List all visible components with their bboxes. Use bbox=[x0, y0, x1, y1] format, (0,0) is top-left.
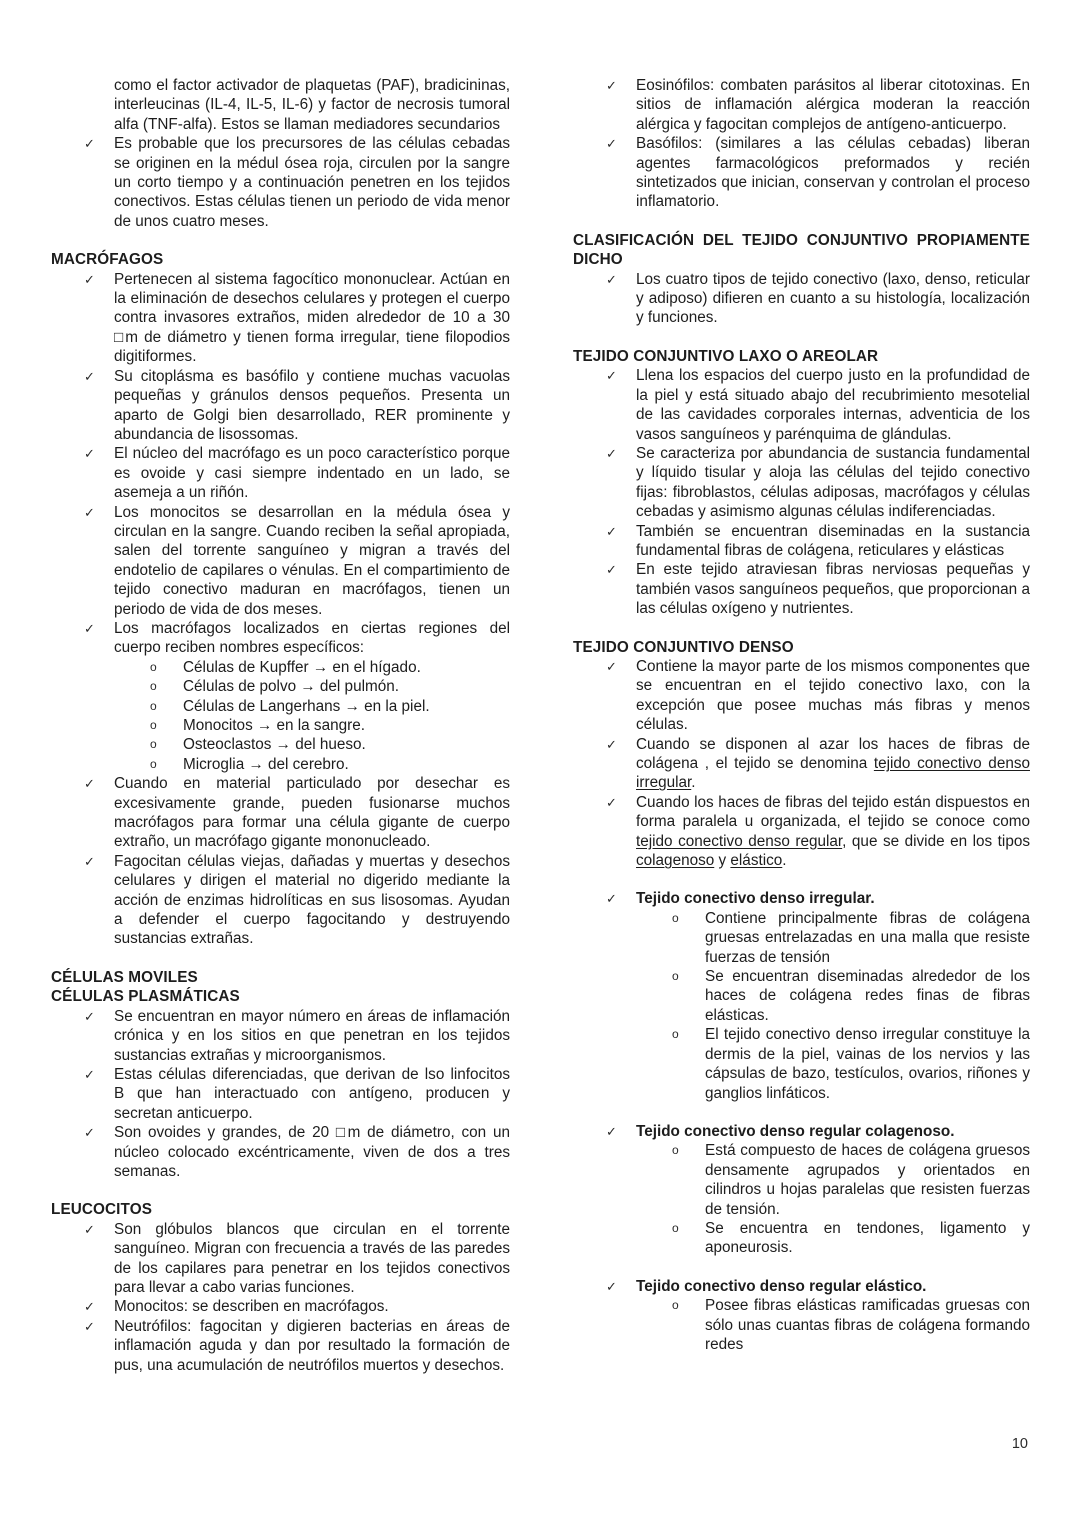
checkmark-icon: ✓ bbox=[84, 136, 95, 152]
page-columns bbox=[51, 76, 1030, 1375]
underlined-term: colagenoso bbox=[636, 852, 715, 870]
bullet-text: Es probable que los precursores de las células cebadas se originen en la médul ósea roja, circulen por la sangre un corto tiempo y a continuación penetren en los tejidos conectivos. Estas células tienen un periodo de vida menor de unos cuatro meses. bbox=[114, 135, 510, 230]
checkmark-icon: ✓ bbox=[84, 1221, 95, 1237]
sub-bullet-item bbox=[51, 697, 510, 716]
circle-bullet-icon: o bbox=[672, 910, 679, 925]
bullet-text: Son glóbulos blancos que circulan en el torrente sanguíneo. Migran con frecuencia a través de las paredes de los capilares para penetrar en los tejidos conectivos para llevar a cabo varias funciones. bbox=[114, 1220, 510, 1296]
bullet-text: Pertenecen al sistema fagocítico mononuclear. Actúan en la eliminación de desechos celulares y protegen el cuerpo contra invasores extraños, miden alrededor de 10 a 30 □m de diámetro y tienen forma irregular, tiene filopodios digitiformes. bbox=[114, 270, 510, 366]
bullet-text: También se encuentran diseminadas en la sustancia fundamental fibras de colágena, reticulares y elásticas bbox=[636, 522, 1030, 559]
bullet-item bbox=[51, 503, 510, 619]
sub-bullet-item bbox=[51, 735, 510, 754]
bullet-item bbox=[573, 76, 1030, 134]
text-segment: Cuando los haces de fibras del tejido están dispuestos en forma paralela u organizada, el tejido se conoce como bbox=[636, 793, 1030, 831]
sub-bullet-item bbox=[51, 716, 510, 735]
checkmark-icon: ✓ bbox=[606, 562, 617, 578]
checkmark-icon: ✓ bbox=[606, 1123, 617, 1139]
checkmark-icon: ✓ bbox=[84, 1318, 95, 1334]
bullet-text: Los macrófagos localizados en ciertas regiones del cuerpo reciben nombres específicos: bbox=[114, 619, 510, 657]
bullet-text: Neutrófilos: fagocitan y digieren bacterias en áreas de inflamación aguda y dan por resultado la formación de pus, una acumulación de neutrófilos muertos y desechos. bbox=[114, 1317, 510, 1374]
circle-bullet-icon: o bbox=[150, 679, 157, 694]
checkmark-icon: ✓ bbox=[84, 1299, 95, 1315]
checkmark-icon: ✓ bbox=[606, 368, 617, 384]
sub-bullet-item bbox=[573, 1141, 1030, 1219]
sub-bullet-text: Contiene principalmente fibras de colágena gruesas entrelazadas en una malla que resiste fuerzas de tensión bbox=[705, 909, 1030, 966]
section-gap bbox=[573, 1103, 1030, 1122]
sub-bullet-item bbox=[51, 755, 510, 774]
bullet-text: Los monocitos se desarrollan en la médula ósea y circulan en la sangre. Cuando reciben la señal apropiada, salen del torrente sanguíneo y migran a través del endotelio de capilares o vénulas. En el compartimiento de tejido conectivo maduran en macrófagos, tienen un periodo de vida de dos meses. bbox=[114, 503, 510, 618]
section-heading: MACRÓFAGOS bbox=[51, 251, 164, 269]
text-segment: y bbox=[714, 852, 731, 870]
circle-bullet-icon: o bbox=[150, 698, 157, 713]
bullet-item bbox=[51, 1065, 510, 1123]
sub-bullet-text: El tejido conectivo denso irregular constituye la dermis de la piel, vainas de los nervios y las cápsulas de bazo, testículos, ovarios, riñones y ganglios linfáticos. bbox=[705, 1026, 1030, 1102]
circle-bullet-icon: o bbox=[672, 969, 679, 984]
sub-bullet-item bbox=[573, 1219, 1030, 1258]
checkmark-icon: ✓ bbox=[84, 504, 95, 520]
circle-bullet-icon: o bbox=[150, 756, 157, 771]
checkmark-icon: ✓ bbox=[84, 1008, 95, 1024]
checkmark-icon: ✓ bbox=[606, 445, 617, 461]
underlined-term: elástico bbox=[730, 852, 783, 870]
checkmark-icon: ✓ bbox=[606, 891, 617, 907]
circle-bullet-icon: o bbox=[672, 1220, 679, 1235]
section-gap bbox=[573, 619, 1030, 638]
right-column bbox=[573, 76, 1030, 1375]
bullet-text: Monocitos: se describen en macrófagos. bbox=[114, 1298, 389, 1316]
bullet-text: Cuando en material particulado por desechar es excesivamente grande, pueden fusionarse muchos macrófagos para formar una célula gigante de cuerpo extraño, un macrófago gigante mononucleado. bbox=[114, 775, 510, 851]
circle-bullet-icon: o bbox=[672, 1298, 679, 1313]
checkmark-icon: ✓ bbox=[606, 523, 617, 539]
bullet-text: Son ovoides y grandes, de 20 □m de diámetro, con un núcleo colocado excéntricamente, viven de dos a tres semanas. bbox=[114, 1124, 510, 1180]
bullet-text: Tejido conectivo denso irregular. bbox=[636, 890, 875, 908]
bullet-item bbox=[51, 444, 510, 502]
bullet-text: El núcleo del macrófago es un poco característico porque es ovoide y casi siempre indentado en un lado, se asemeja a un riñón. bbox=[114, 445, 510, 502]
bullet-text: Basófilos: (similares a las células cebadas) liberan agentes farmacológicos preformados y recién sintetizados que inician, conservan y controlan el proceso inflamatorio. bbox=[636, 135, 1030, 211]
checkmark-icon: ✓ bbox=[606, 794, 617, 810]
bullet-text: Contiene la mayor parte de los mismos componentes que se encuentran en el tejido conectivo laxo, con la excepción que posee muchas más fibras y menos células. bbox=[636, 657, 1030, 734]
sub-bullet-item bbox=[573, 1025, 1030, 1103]
bullet-text: Tejido conectivo denso regular elástico. bbox=[636, 1277, 927, 1295]
section-heading: CÉLULAS PLASMÁTICAS bbox=[51, 988, 240, 1006]
text-segment: , que se divide en los tipos bbox=[842, 832, 1030, 850]
sub-bullet-item bbox=[51, 677, 510, 696]
text-segment: Cuando se disponen al azar los haces de fibras de colágena , el tejido se denomina bbox=[636, 735, 1030, 772]
sub-bullet-text: Monocitos → en la sangre. bbox=[183, 717, 365, 734]
sub-bullet-text: Posee fibras elásticas ramificadas gruesas con sólo unas cuantas fibras de colágena formando redes bbox=[705, 1297, 1030, 1353]
bullet-text bbox=[636, 793, 1030, 871]
circle-bullet-icon: o bbox=[150, 659, 157, 674]
bullet-text: Los cuatro tipos de tejido conectivo (laxo, denso, reticular y adiposo) difieren en cuanto a su histología, localización y funciones. bbox=[636, 270, 1030, 327]
bullet-item bbox=[573, 657, 1030, 735]
checkmark-icon: ✓ bbox=[606, 78, 617, 93]
bullet-item bbox=[51, 619, 510, 658]
bullet-text: Se caracteriza por abundancia de sustancia fundamental y líquido tisular y aloja las células del tejido conectivo fijas: fibroblastos, células adiposas, macrófagos y células cebadas y asimismo algunas células indiferenciadas. bbox=[636, 444, 1030, 521]
circle-bullet-icon: o bbox=[150, 737, 157, 752]
bullet-item bbox=[51, 1317, 510, 1375]
circle-bullet-icon: o bbox=[150, 718, 157, 732]
section-gap bbox=[573, 212, 1030, 231]
section-heading: CLASIFICACIÓN DEL TEJIDO CONJUNTIVO PROPIAMENTE DICHO bbox=[573, 231, 1030, 269]
sub-bullet-item bbox=[573, 1296, 1030, 1354]
bullet-item bbox=[573, 366, 1030, 444]
section-heading: TEJIDO CONJUNTIVO LAXO O AREOLAR bbox=[573, 347, 879, 365]
sub-bullet-item bbox=[573, 967, 1030, 1025]
bullet-item bbox=[51, 1123, 510, 1181]
sub-bullet-text: Microglia → del cerebro. bbox=[183, 755, 349, 773]
section-heading: LEUCOCITOS bbox=[51, 1201, 153, 1219]
section-gap bbox=[51, 949, 510, 968]
checkmark-icon: ✓ bbox=[606, 658, 617, 674]
checkmark-icon: ✓ bbox=[84, 853, 95, 869]
bullet-text: Fagocitan células viejas, dañadas y muertas y desechos celulares y dirigen el material no digerido mediante la acción de enzimas hidrolíticas en sus lisosomas. Ayudan a defender el cuerpo fagocitando y destruyendo sustancias extrañas. bbox=[114, 852, 510, 948]
sub-bullet-text: Células de Kupffer → en el hígado. bbox=[183, 658, 421, 676]
paragraph-continuation bbox=[51, 76, 510, 134]
section-heading: TEJIDO CONJUNTIVO DENSO bbox=[573, 638, 794, 656]
sub-bullet-text: Se encuentra en tendones, ligamento y aponeurosis. bbox=[705, 1219, 1030, 1257]
checkmark-icon: ✓ bbox=[84, 620, 95, 636]
bullet-item bbox=[51, 1007, 510, 1065]
bullet-item bbox=[51, 1220, 510, 1298]
section-gap bbox=[573, 1258, 1030, 1277]
page-number: 10 bbox=[1011, 1436, 1028, 1452]
bullet-item bbox=[573, 270, 1030, 328]
checkmark-icon: ✓ bbox=[84, 446, 95, 462]
checkmark-icon: ✓ bbox=[84, 368, 95, 384]
bullet-item bbox=[51, 852, 510, 949]
section-heading: CÉLULAS MOVILES bbox=[51, 968, 198, 986]
sub-bullet-text: Se encuentran diseminadas alrededor de los haces de colágena redes finas de fibras elásticas. bbox=[705, 968, 1030, 1024]
underlined-term: tejido conectivo denso regular bbox=[636, 832, 843, 850]
bullet-item bbox=[51, 1297, 510, 1316]
underlined-term: tejido conectivo denso irregular bbox=[636, 755, 1030, 792]
bullet-text: En este tejido atraviesan fibras nerviosas pequeñas y también vasos sanguíneos pequeños, que proporcionan a las células oxígeno y nutrientes. bbox=[636, 561, 1030, 618]
bullet-text: Llena los espacios del cuerpo justo en la profundidad de la piel y está situado abajo del recubrimiento mesotelial de las cavidades corporales internas, adventicia de los vasos sanguíneos y parénquima de glándulas. bbox=[636, 367, 1030, 443]
checkmark-icon: ✓ bbox=[606, 136, 617, 152]
bullet-item bbox=[573, 134, 1030, 212]
checkmark-icon: ✓ bbox=[606, 1278, 617, 1294]
checkmark-icon: ✓ bbox=[84, 271, 95, 287]
paragraph-text: como el factor activador de plaquetas (PAF), bradicininas, interleucinas (IL-4, IL-5, IL-6) y factor de necrosis tumoral alfa (TNF-alfa). Estos se llaman mediadores secundarios bbox=[114, 77, 510, 133]
checkmark-icon: ✓ bbox=[84, 1125, 95, 1141]
bullet-item bbox=[51, 270, 510, 367]
bullet-text bbox=[636, 735, 1030, 793]
bullet-text: Su citoplásma es basófilo y contiene muchas vacuolas pequeñas y gránulos densos pequeños. Presenta un aparto de Golgi bien desarrollado, RER prominente y abundancia de lisossomas. bbox=[114, 367, 510, 443]
text-segment: . bbox=[782, 852, 787, 870]
sub-bullet-item bbox=[573, 909, 1030, 967]
sub-bullet-text: Está compuesto de haces de colágena gruesos densamente agrupados y orientados en cilindros u hojas paralelas que resisten fuerzas de tensión. bbox=[705, 1142, 1030, 1218]
bullet-item bbox=[573, 444, 1030, 522]
checkmark-icon: ✓ bbox=[606, 271, 617, 287]
section-gap bbox=[573, 870, 1030, 889]
bullet-item bbox=[573, 1122, 1030, 1141]
sub-bullet-text: Células de Langerhans → en la piel. bbox=[183, 697, 430, 715]
checkmark-icon: ✓ bbox=[606, 736, 617, 752]
checkmark-icon: ✓ bbox=[84, 776, 95, 792]
section-gap bbox=[51, 1181, 510, 1200]
text-segment: . bbox=[691, 774, 696, 792]
circle-bullet-icon: o bbox=[672, 1027, 679, 1042]
bullet-item bbox=[573, 1277, 1030, 1296]
sub-bullet-text: Células de polvo → del pulmón. bbox=[183, 678, 399, 696]
bullet-item bbox=[573, 560, 1030, 618]
bullet-item bbox=[51, 134, 510, 231]
bullet-item bbox=[573, 793, 1030, 871]
section-gap bbox=[573, 328, 1030, 347]
bullet-text: Eosinófilos: combaten parásitos al liberar citotoxinas. En sitios de inflamación alérgica moderan la reacción alérgica y fagocitan complejos de antígeno-anticuerpo. bbox=[636, 77, 1030, 133]
sub-bullet-item bbox=[51, 658, 510, 677]
bullet-text: Estas células diferenciadas, que derivan de lso linfocitos B que han interactuado con antígeno, producen y secretan anticuerpo. bbox=[114, 1065, 510, 1122]
circle-bullet-icon: o bbox=[672, 1143, 679, 1158]
section-gap bbox=[51, 231, 510, 250]
bullet-item bbox=[573, 522, 1030, 561]
bullet-text: Tejido conectivo denso regular colagenoso. bbox=[636, 1122, 955, 1140]
bullet-item bbox=[573, 735, 1030, 793]
checkmark-icon: ✓ bbox=[84, 1066, 95, 1082]
left-column bbox=[51, 76, 510, 1375]
bullet-item bbox=[573, 889, 1030, 908]
bullet-item bbox=[51, 367, 510, 445]
bullet-item bbox=[51, 774, 510, 852]
sub-bullet-text: Osteoclastos → del hueso. bbox=[183, 736, 366, 754]
bullet-text: Se encuentran en mayor número en áreas de inflamación crónica y en los sitios en que penetran en los tejidos sustancias extrañas y microorganismos. bbox=[114, 1007, 510, 1064]
